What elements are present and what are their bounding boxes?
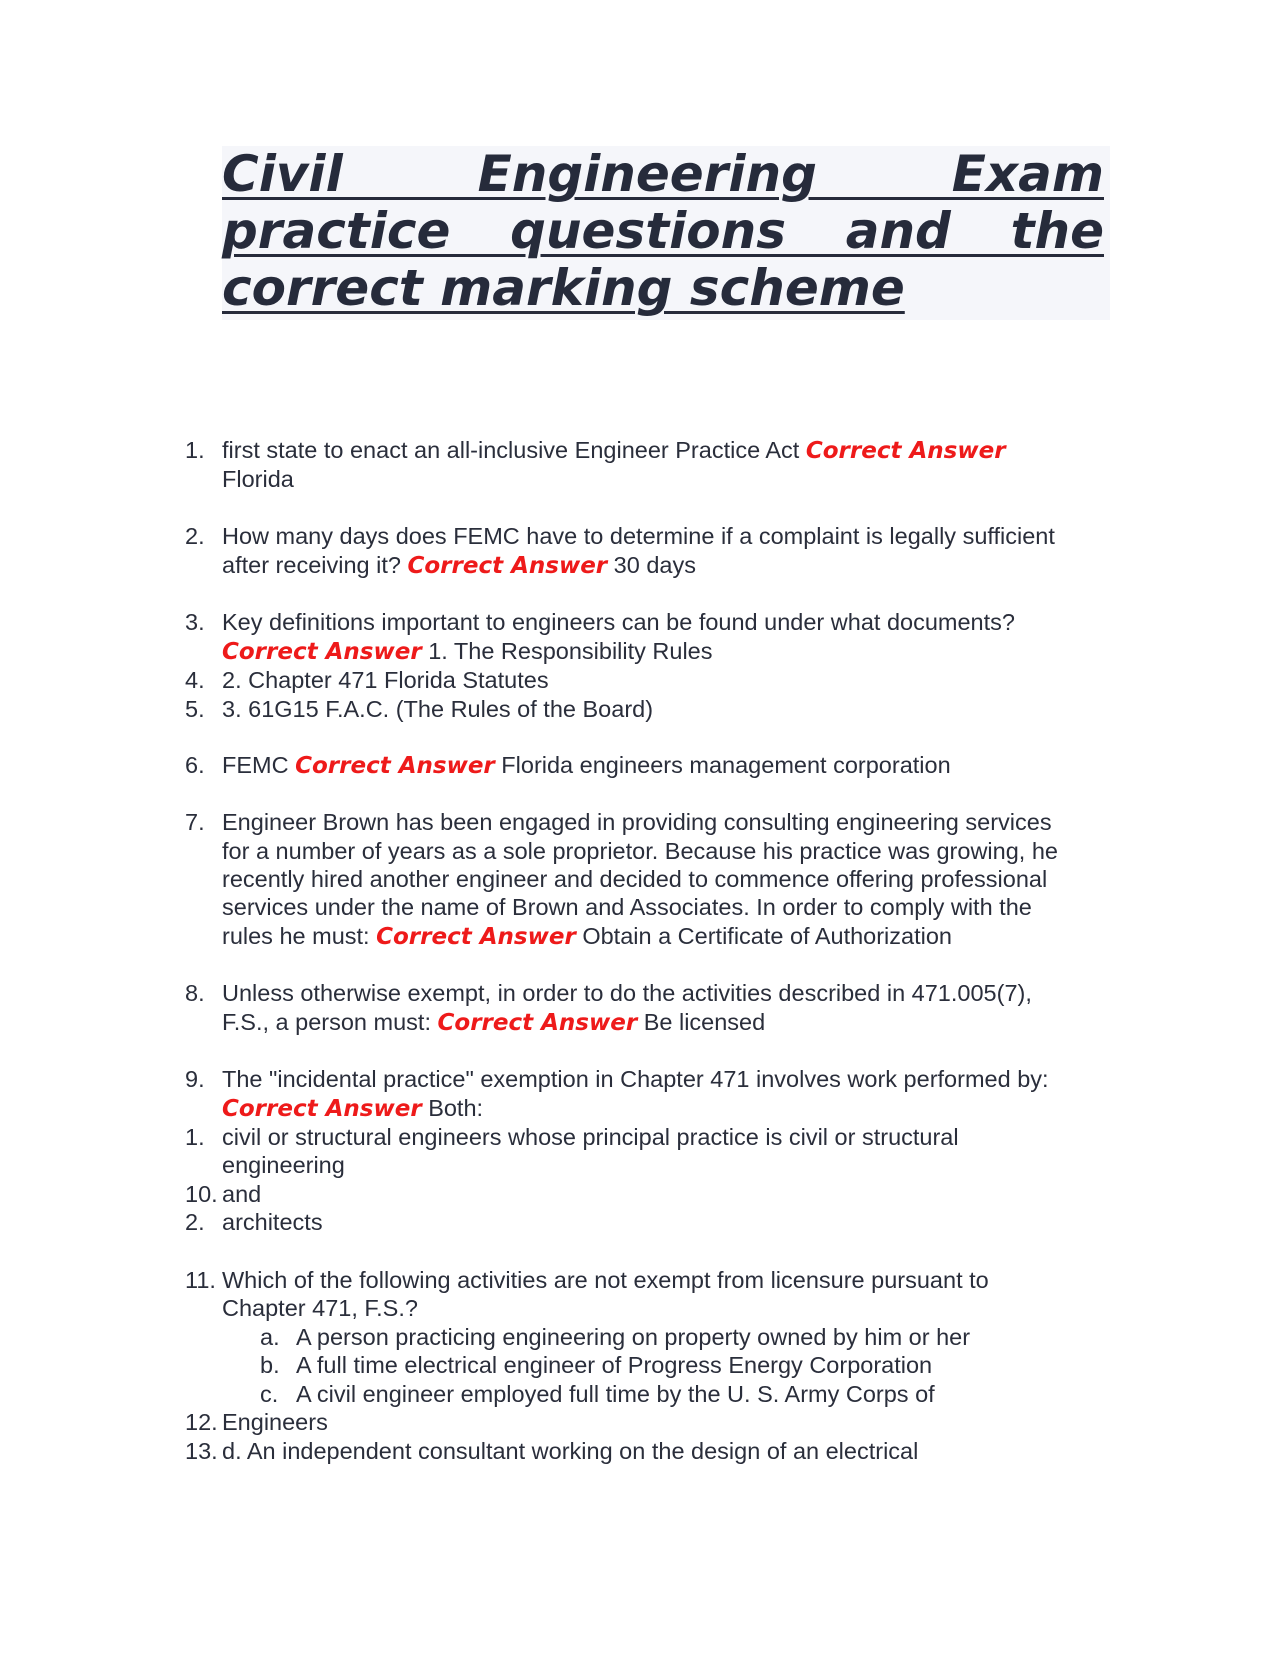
correct-answer-label: Correct Answer: [222, 639, 422, 665]
question-text: [222, 436, 1006, 466]
correct-answer-label: Correct Answer: [407, 553, 608, 579]
answer-text: Be licensed: [643, 1009, 766, 1035]
correct-answer-label: Correct Answer: [295, 753, 495, 779]
item-number: 7.: [185, 809, 205, 835]
option-text: A person practicing engineering on property owned by him or her: [296, 1324, 971, 1350]
question-line: Key definitions important to engineers can be found under what documents?: [222, 609, 1015, 635]
list-item: 2. Chapter 471 Florida Statutes: [222, 667, 549, 693]
question-line: Unless otherwise exempt, in order to do the activities described in 471.005(7),: [222, 980, 1032, 1006]
question-text: [222, 1008, 765, 1038]
option-text: A full time electrical engineer of Progress Energy Corporation: [296, 1352, 933, 1378]
question-line: first state to enact an all-inclusive Engineer Practice Act: [222, 437, 800, 463]
item-number: 8.: [185, 980, 205, 1006]
question-line: Chapter 471, F.S.?: [222, 1295, 418, 1321]
question-line: rules he must:: [222, 923, 370, 949]
list-item: Engineers: [222, 1409, 328, 1435]
question-line: How many days does FEMC have to determine if a complaint is legally sufficient: [222, 523, 1055, 549]
list-item: engineering: [222, 1152, 345, 1178]
question-line: F.S., a person must:: [222, 1009, 431, 1035]
question-line: The "incidental practice" exemption in Chapter 471 involves work performed by:: [222, 1066, 1049, 1092]
correct-answer-label: Correct Answer: [376, 924, 576, 950]
question-text: [222, 751, 951, 781]
item-number: 12.: [185, 1409, 218, 1435]
title-box: [222, 146, 1110, 320]
item-number: 1.: [185, 1124, 205, 1150]
list-item: d. An independent consultant working on the design of an electrical: [222, 1438, 919, 1464]
option-text: A civil engineer employed full time by the U. S. Army Corps of: [296, 1381, 935, 1407]
item-number: 1.: [185, 437, 205, 463]
item-number: 6.: [185, 752, 205, 778]
item-number: 4.: [185, 667, 205, 693]
item-number: 10.: [185, 1181, 218, 1207]
list-item: 3. 61G15 F.A.C. (The Rules of the Board): [222, 696, 654, 722]
item-number: 2.: [185, 1209, 205, 1235]
question-text: [222, 1094, 483, 1124]
answer-text: Florida: [222, 466, 294, 492]
answer-text: 30 days: [613, 552, 696, 578]
correct-answer-label: Correct Answer: [437, 1010, 638, 1036]
question-text: [222, 551, 696, 581]
question-line: Engineer Brown has been engaged in providing consulting engineering services: [222, 809, 1052, 835]
question-text: [222, 637, 713, 667]
option-letter: b.: [260, 1352, 280, 1378]
item-number: 9.: [185, 1066, 205, 1092]
question-line: FEMC: [222, 752, 289, 778]
list-item: and: [222, 1181, 262, 1207]
item-number: 3.: [185, 609, 205, 635]
option-letter: c.: [260, 1381, 279, 1407]
correct-answer-label: Correct Answer: [222, 1096, 422, 1122]
item-number: 13.: [185, 1438, 218, 1464]
answer-text: Obtain a Certificate of Authorization: [582, 923, 952, 949]
list-item: architects: [222, 1209, 323, 1235]
document-title: Civil Engineering Exam practice questions and the correct marking scheme: [222, 145, 1104, 317]
item-number: 11.: [185, 1267, 216, 1293]
item-number: 2.: [185, 523, 205, 549]
question-text: [222, 922, 952, 952]
answer-text: Both:: [428, 1095, 484, 1121]
option-letter: a.: [260, 1324, 280, 1350]
question-line: services under the name of Brown and Associates. In order to comply with the: [222, 894, 1032, 920]
question-line: after receiving it?: [222, 552, 401, 578]
answer-text: Florida engineers management corporation: [501, 752, 951, 778]
correct-answer-label: Correct Answer: [805, 438, 1006, 464]
item-number: 5.: [185, 696, 205, 722]
question-line: recently hired another engineer and decided to commence offering professional: [222, 866, 1048, 892]
answer-text: 1. The Responsibility Rules: [428, 638, 713, 664]
list-item: civil or structural engineers whose principal practice is civil or structural: [222, 1124, 959, 1150]
question-line: for a number of years as a sole proprietor. Because his practice was growing, he: [222, 838, 1058, 864]
question-line: Which of the following activities are not exempt from licensure pursuant to: [222, 1267, 989, 1293]
